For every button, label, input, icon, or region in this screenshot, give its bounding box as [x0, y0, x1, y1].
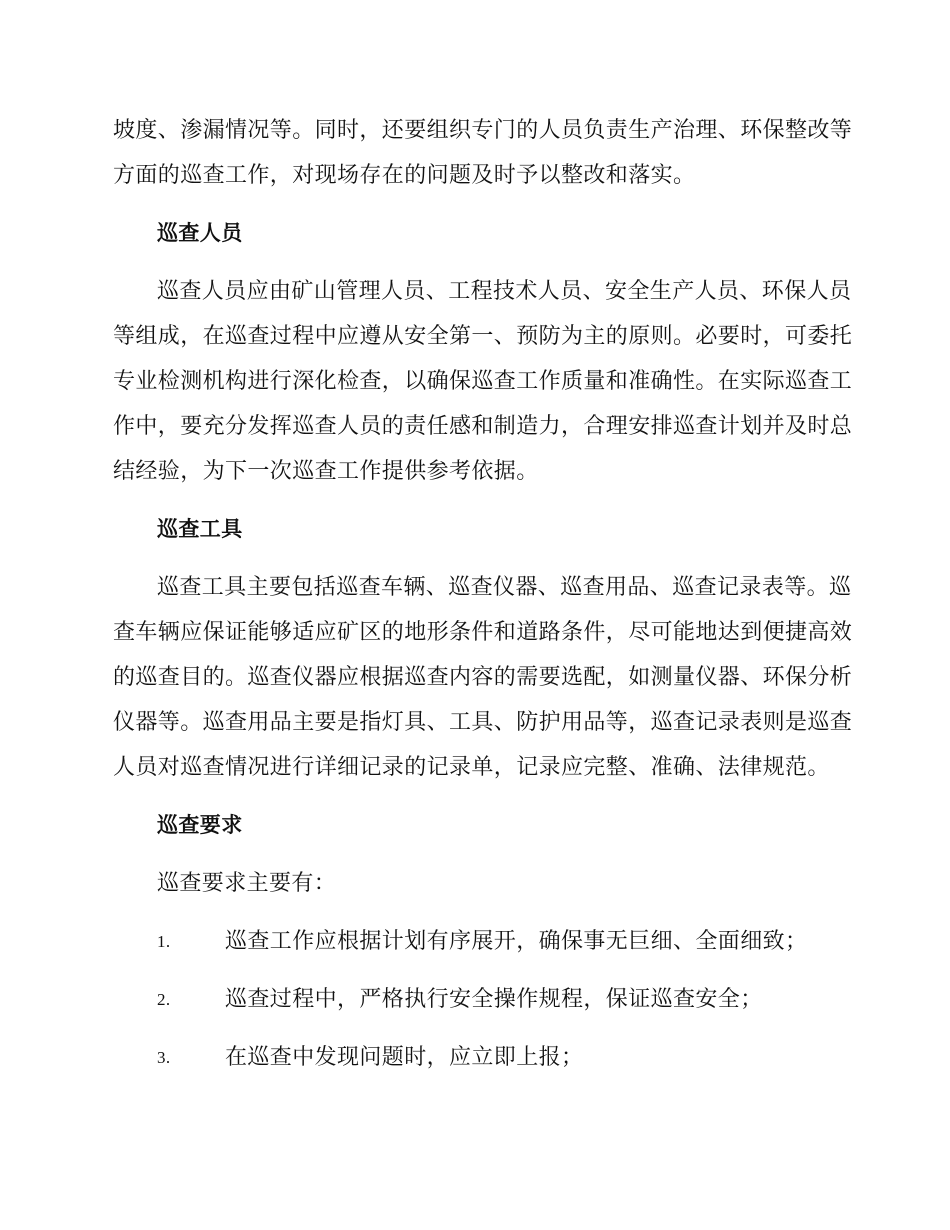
list-item: [113, 977, 833, 1022]
paragraph-line: 的巡查目的。巡查仪器应根据巡查内容的需要选配，如测量仪器、环保分析: [113, 665, 853, 690]
section-heading-tools: 巡查工具: [157, 517, 243, 541]
list-item-text: 在巡查中发现问题时，应立即上报；: [225, 1045, 584, 1070]
list-item-text: 巡查工作应根据计划有序展开，确保事无巨细、全面细致；: [225, 929, 808, 954]
paragraph-line: 专业检测机构进行深化检查，以确保巡查工作质量和准确性。在实际巡查工: [113, 369, 853, 394]
paragraph-line: 巡查工具主要包括巡查车辆、巡查仪器、巡查用品、巡查记录表等。巡: [157, 575, 852, 600]
paragraph-line: 巡查要求主要有：: [157, 871, 337, 896]
paragraph-line: 结经验，为下一次巡查工作提供参考依据。: [113, 459, 539, 484]
paragraph-line: 方面的巡查工作，对现场存在的问题及时予以整改和落实。: [113, 163, 696, 188]
section-heading-requirements: 巡查要求: [157, 813, 243, 837]
paragraph-line: 巡查人员应由矿山管理人员、工程技术人员、安全生产人员、环保人员: [157, 279, 852, 304]
paragraph-line: 查车辆应保证能够适应矿区的地形条件和道路条件，尽可能地达到便捷高效: [113, 620, 853, 645]
paragraph-line: 人员对巡查情况进行详细记录的记录单，记录应完整、准确、法律规范。: [113, 755, 830, 780]
document-content: [113, 108, 853, 1080]
list-number: 3.: [157, 1048, 171, 1067]
paragraph-line: 坡度、渗漏情况等。同时，还要组织专门的人员负责生产治理、环保整改等: [113, 118, 853, 143]
list-number: 2.: [157, 990, 171, 1009]
list-item: [113, 1035, 833, 1080]
paragraph-line: 仪器等。巡查用品主要是指灯具、工具、防护用品等，巡查记录表则是巡查: [113, 710, 853, 735]
list-item-text: 巡查过程中，严格执行安全操作规程，保证巡查安全；: [225, 987, 763, 1012]
list-item: [113, 919, 833, 964]
section-heading-personnel: 巡查人员: [157, 221, 243, 245]
paragraph-line: 等组成，在巡查过程中应遵从安全第一、预防为主的原则。必要时，可委托: [113, 324, 853, 349]
list-number: 1.: [157, 932, 171, 951]
paragraph-line: 作中，要充分发挥巡查人员的责任感和制造力，合理安排巡查计划并及时总: [113, 414, 853, 439]
